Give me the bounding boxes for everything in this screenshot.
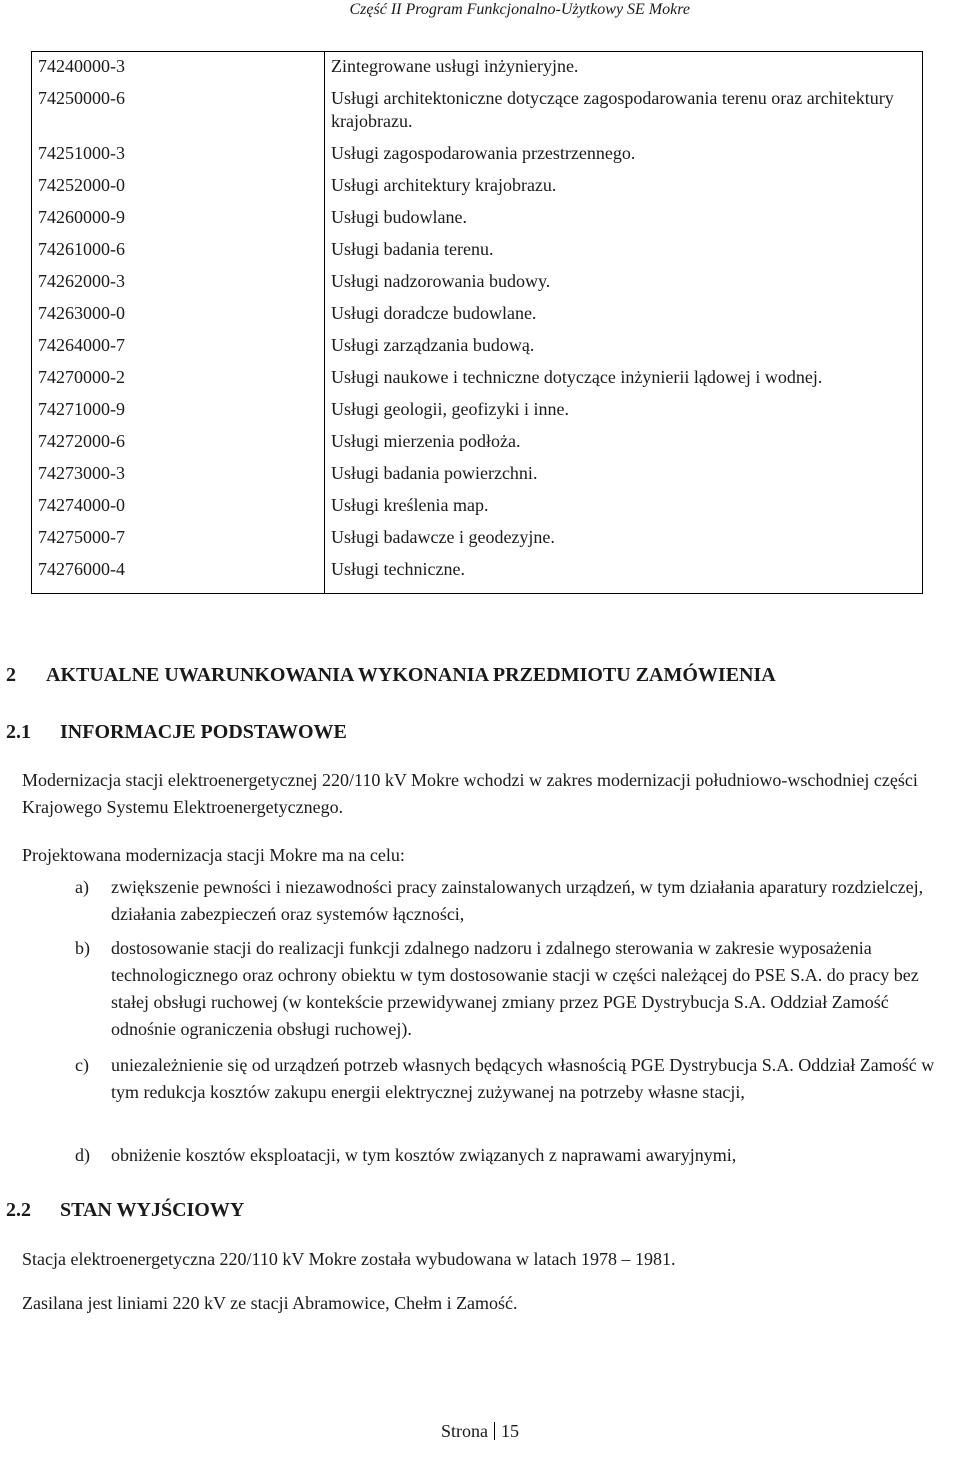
cpv-description: Zintegrowane usługi inżynieryjne. [325,52,923,85]
list-text: zwiększenie pewności i niezawodności pracy zainstalowanych urządzeń, w tym działania aparatury rozdzielczej, działania zabezpieczeń oraz systemów łączności, [111,877,924,924]
table-row [32,523,923,555]
list-text: uniezależnienie się od urządzeń potrzeb własnych będących własnością PGE Dystrybucja S.A. Oddział Zamość w tym redukcja kosztów zakupu energii elektrycznej zużywanej na potrzeby własne stacji, [111,1055,935,1102]
cpv-code: 74263000-0 [32,299,325,331]
intro-paragraph: Modernizacja stacji elektroenergetycznej 220/110 kV Mokre wchodzi w zakres modernizacji południowo-wschodniej części Krajowego Systemu Elektroenergetycznego. [22,770,918,817]
list-text: obniżenie kosztów eksploatacji, w tym kosztów związanych z naprawami awaryjnymi, [111,1145,737,1165]
section-number: 2.1 [6,721,31,743]
cpv-description: Usługi zagospodarowania przestrzennego. [325,139,923,171]
goals-intro: Projektowana modernizacja stacji Mokre ma na celu: [22,845,405,865]
cpv-code: 74251000-3 [32,139,325,171]
table-row [32,491,923,523]
list-label: a) [75,877,89,897]
section-title: STAN WYJŚCIOWY [60,1199,245,1221]
table-row [32,299,923,331]
table-row [32,395,923,427]
section-title: AKTUALNE UWARUNKOWANIA WYKONANIA PRZEDMIOTU ZAMÓWIENIA [46,664,776,686]
cpv-table [31,51,923,594]
table-row [32,235,923,267]
table-row [32,84,923,139]
cpv-description: Usługi kreślenia map. [325,491,923,523]
table-row [32,267,923,299]
footer-separator [494,1422,495,1440]
cpv-description: Usługi badania powierzchni. [325,459,923,491]
status-paragraph-2: Zasilana jest liniami 220 kV ze stacji Abramowice, Chełm i Zamość. [22,1293,518,1313]
cpv-code: 74276000-4 [32,555,325,594]
cpv-description: Usługi architektury krajobrazu. [325,171,923,203]
cpv-description: Usługi badawcze i geodezyjne. [325,523,923,555]
cpv-code: 74273000-3 [32,459,325,491]
cpv-description: Usługi nadzorowania budowy. [325,267,923,299]
table-row [32,363,923,395]
cpv-description: Usługi naukowe i techniczne dotyczące inżynierii lądowej i wodnej. [325,363,923,395]
table-row [32,331,923,363]
cpv-description: Usługi techniczne. [325,555,923,594]
list-item-a [75,874,945,928]
list-label: b) [75,938,90,958]
cpv-description: Usługi budowlane. [325,203,923,235]
section-2-1-heading [6,719,347,745]
cpv-description: Usługi doradcze budowlane. [325,299,923,331]
list-item-c [75,1052,945,1106]
list-label: d) [75,1145,90,1165]
cpv-description: Usługi mierzenia podłoża. [325,427,923,459]
cpv-description: Usługi zarządzania budową. [325,331,923,363]
list-label: c) [75,1055,89,1075]
page-footer [0,1419,960,1443]
table-row [32,459,923,491]
section-number: 2.2 [6,1199,31,1221]
table-row [32,427,923,459]
list-item-b [75,935,945,1043]
cpv-code: 74272000-6 [32,427,325,459]
cpv-code: 74250000-6 [32,84,325,139]
cpv-code: 74252000-0 [32,171,325,203]
page-label: Strona [441,1421,488,1441]
cpv-code: 74240000-3 [32,52,325,85]
table-row [32,555,923,594]
section-title: INFORMACJE PODSTAWOWE [60,721,347,743]
page-header: Część II Program Funkcjonalno-Użytkowy SE Mokre [349,1,690,18]
cpv-code: 74271000-9 [32,395,325,427]
status-paragraph-1: Stacja elektroenergetyczna 220/110 kV Mokre została wybudowana w latach 1978 – 1981. [22,1249,676,1269]
cpv-code: 74275000-7 [32,523,325,555]
table-row [32,171,923,203]
list-text: dostosowanie stacji do realizacji funkcji zdalnego nadzoru i zdalnego sterowania w zakresie wyposażenia technologicznego oraz ochrony obiektu w tym dostosowanie stacji w części należącej do PSE S.A. do pracy bez stałej obsługi ruchowej (w kontekście przewidywanej zmiany przez PGE Dystrybucja S.A. Oddział Zamość odnośnie ograniczenia obsługi ruchowej). [111,938,919,1039]
cpv-description: Usługi geologii, geofizyki i inne. [325,395,923,427]
cpv-code: 74270000-2 [32,363,325,395]
cpv-description: Usługi architektoniczne dotyczące zagospodarowania terenu oraz architektury krajobrazu. [325,84,923,139]
section-2-heading [6,662,776,688]
cpv-code: 74274000-0 [32,491,325,523]
section-number: 2 [6,664,16,686]
cpv-description: Usługi badania terenu. [325,235,923,267]
cpv-code: 74261000-6 [32,235,325,267]
list-item-d [75,1142,945,1169]
table-row [32,52,923,85]
page-number: 15 [501,1421,519,1441]
cpv-code: 74262000-3 [32,267,325,299]
cpv-code: 74264000-7 [32,331,325,363]
cpv-code: 74260000-9 [32,203,325,235]
table-row [32,203,923,235]
section-2-2-heading [6,1197,244,1223]
table-row [32,139,923,171]
